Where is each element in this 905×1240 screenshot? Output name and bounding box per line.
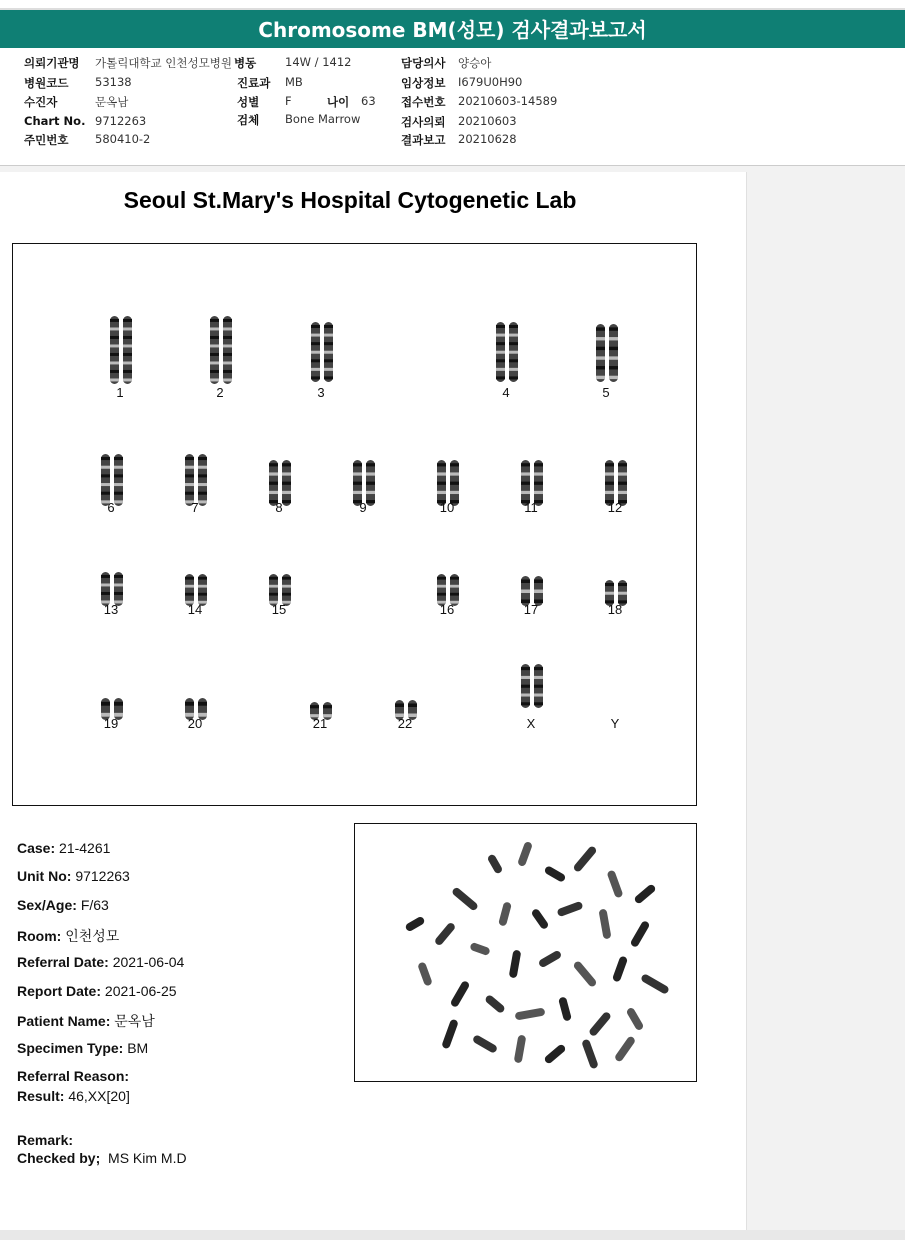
chromosome-label-11: 11 [524,500,538,515]
room-label: Room: [17,928,62,944]
referral-date-value: 2021-06-04 [112,954,185,970]
remark-row [17,1132,73,1148]
chromosome-label-20: 20 [187,716,203,731]
metaphase-image [354,823,697,1082]
info-value: 20210628 [458,132,517,146]
chromosome-label-Y: Y [610,716,620,731]
chromosome-pair-13 [101,572,123,606]
metaphase-chromosome [434,921,457,946]
info-value: 문옥남 [95,95,129,109]
unit-value: 9712263 [75,868,130,884]
result-value: 46,XX[20] [68,1088,130,1104]
sexage-value: F/63 [80,897,109,913]
metaphase-chromosome [441,1019,459,1050]
metaphase-chromosome [606,869,623,898]
metaphase-chromosome [451,886,479,911]
info-label: 성별 [237,95,260,109]
chromosome-label-3: 3 [317,385,325,400]
checked-row [17,1150,187,1166]
info-label: 병원코드 [24,76,69,90]
metaphase-chromosome [543,865,566,883]
karyotype-figure [13,244,698,807]
info-value: F [285,94,292,108]
info-value: 63 [361,94,376,108]
info-value: MB [285,75,303,89]
chromosome-label-7: 7 [191,500,199,515]
info-label: 검사의뢰 [401,115,446,129]
chromosome-label-18: 18 [607,602,623,617]
checked-value: MS Kim M.D [108,1150,187,1166]
metaphase-chromosome [614,1035,637,1063]
metaphase-chromosome [572,845,597,873]
metaphase-chromosome [498,901,512,926]
chromosome-label-4: 4 [502,385,510,400]
info-label: 접수번호 [401,95,446,109]
chromosome-label-19: 19 [103,716,119,731]
patient-name-row [17,1011,155,1031]
metaphase-chromosome [404,916,425,933]
top-strip [0,0,905,8]
chromosome-pair-6 [101,454,123,506]
metaphase-chromosome [633,883,657,905]
chromosome-label-14: 14 [187,602,203,617]
report-date-label: Report Date: [17,983,102,999]
info-label: 결과보고 [401,133,446,147]
chromosome-pair-4 [496,322,518,382]
info-label: 나이 [327,95,350,109]
case-row [17,840,110,856]
chromosome-label-1: 1 [116,385,124,400]
cytogenetic-report-page [0,172,747,1230]
info-label: 진료과 [237,76,271,90]
chromosome-pair-3 [311,322,333,382]
specimen-value: BM [127,1040,149,1056]
metaphase-chromosome [630,920,651,948]
result-row [17,1088,130,1104]
room-value: 인천성모 [65,928,120,944]
patient-name-label: Patient Name: [17,1013,111,1029]
specimen-row [17,1040,148,1056]
chromosome-pair-2 [210,316,232,384]
referral-date-row [17,954,184,970]
chromosome-label-13: 13 [103,602,119,617]
unit-row [17,868,130,884]
info-value: 20210603-14589 [458,94,558,108]
info-value: Bone Marrow [285,112,361,126]
chromosome-label-9: 9 [359,500,367,515]
metaphase-chromosome [469,942,491,956]
chromosome-label-X: X [526,716,536,731]
info-label: Chart No. [24,114,86,128]
info-label: 수진자 [24,95,58,109]
info-value: 가톨릭대학교 인천성모병원 [95,56,232,70]
metaphase-chromosome [572,960,597,988]
info-value: 양승아 [458,56,492,70]
chromosome-pair-7 [185,454,207,506]
info-value: 9712263 [95,114,147,128]
metaphase-chromosome [612,955,628,982]
metaphase-chromosome [626,1007,645,1032]
metaphase-chromosome [588,1011,612,1038]
chromosome-label-12: 12 [607,500,623,515]
metaphase-chromosome [487,853,504,874]
unit-label: Unit No: [17,868,72,884]
info-label: 임상정보 [401,76,446,90]
metaphase-figure [355,824,698,1083]
info-value: 580410-2 [95,132,151,146]
chromosome-label-8: 8 [275,500,283,515]
referral-date-label: Referral Date: [17,954,109,970]
metaphase-chromosome [538,950,563,969]
info-label: 병동 [234,56,257,70]
metaphase-chromosome [558,996,572,1021]
metaphase-chromosome [509,950,522,979]
metaphase-chromosome [517,841,533,867]
metaphase-chromosome [598,909,611,940]
info-value: I679U0H90 [458,75,523,89]
chromosome-pair-1 [110,316,132,384]
checked-label: Checked by; [17,1150,101,1166]
horizontal-scrollbar[interactable] [0,1230,905,1240]
info-label: 담당의사 [401,56,446,70]
sexage-label: Sex/Age: [17,897,77,913]
metaphase-chromosome [472,1034,499,1054]
info-value: 14W / 1412 [285,55,352,69]
case-value: 21-4261 [59,840,111,856]
sexage-row [17,897,109,913]
metaphase-chromosome [640,973,670,995]
referral-reason-row [17,1068,129,1084]
metaphase-chromosome [556,901,583,917]
info-label: 의뢰기관명 [24,56,80,70]
patient-info-panel [0,48,905,166]
karyotype-image [12,243,697,806]
metaphase-chromosome [543,1043,567,1065]
patient-name-value: 문옥남 [114,1013,155,1029]
chromosome-label-5: 5 [602,385,610,400]
report-lab-title: Seoul St.Mary's Hospital Cytogenetic Lab [123,187,577,213]
info-label: 주민번호 [24,133,69,147]
chromosome-label-16: 16 [439,602,455,617]
chromosome-label-2: 2 [216,385,224,400]
remark-label: Remark: [17,1132,74,1148]
room-row [17,926,119,946]
case-label: Case: [17,840,56,856]
info-label: 검체 [237,113,260,127]
metaphase-chromosome [417,961,433,986]
chromosome-pair-5 [596,324,618,382]
metaphase-chromosome [515,1007,546,1020]
chromosome-label-6: 6 [107,500,115,515]
referral-reason-label: Referral Reason: [17,1068,130,1084]
report-header-title: Chromosome BM(성모) 검사결과보고서 [0,8,905,48]
result-label: Result: [17,1088,65,1104]
metaphase-chromosome [514,1035,527,1064]
metaphase-chromosome [450,980,471,1008]
info-value: 20210603 [458,114,517,128]
chromosome-label-17: 17 [523,602,539,617]
chromosome-pair-X [521,664,543,708]
info-value: 53138 [95,75,132,89]
specimen-label: Specimen Type: [17,1040,124,1056]
chromosome-label-22: 22 [397,716,413,731]
report-date-row [17,983,177,999]
metaphase-chromosome [530,908,549,931]
chromosome-label-21: 21 [312,716,328,731]
metaphase-chromosome [581,1039,599,1070]
metaphase-chromosome [484,994,506,1014]
chromosome-label-15: 15 [271,602,287,617]
report-date-value: 2021-06-25 [104,983,177,999]
chromosome-label-10: 10 [439,500,455,515]
